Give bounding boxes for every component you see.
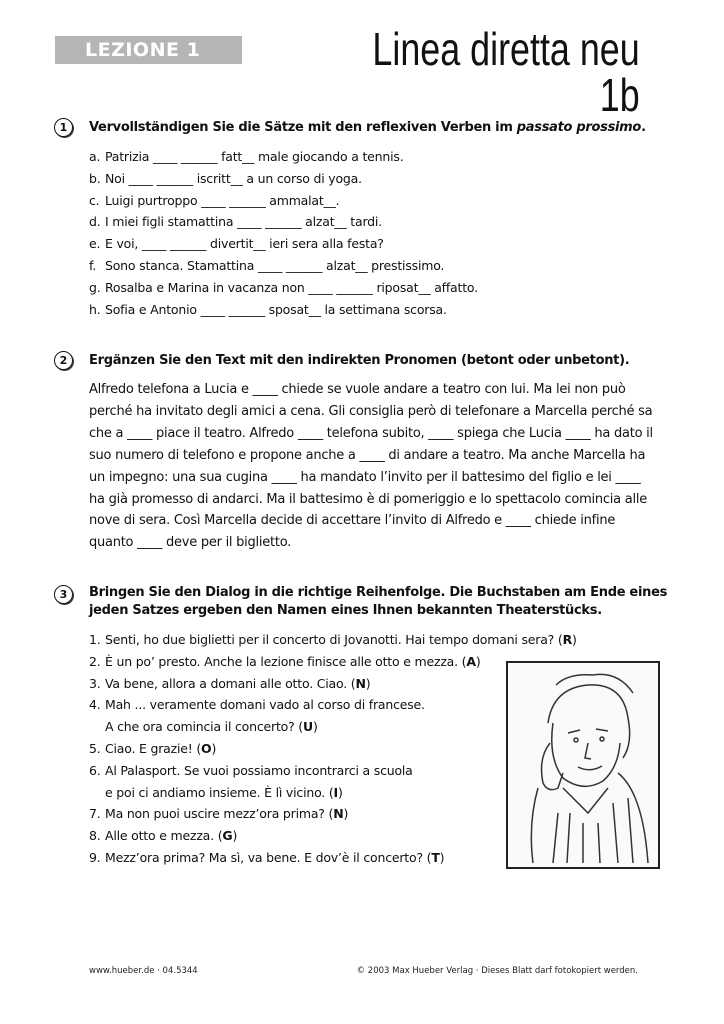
item-label: d.: [89, 214, 101, 230]
item-label: g.: [89, 279, 101, 295]
man-phone-drawing-icon: [508, 663, 658, 867]
item-text-cont: A che ora comincia il concerto? (: [105, 719, 303, 735]
item-text: Rosalba e Marina in vacanza non ____ ______ riposat__ affatto.: [105, 279, 478, 295]
item-text: Sofia e Antonio ____ ______ sposat__ la settimana scorsa.: [105, 301, 447, 317]
list-item: [89, 738, 577, 760]
item-label: 1.: [89, 632, 101, 647]
item-text: Ciao. E grazie! (: [105, 740, 202, 756]
item-letter: N: [333, 806, 344, 822]
text-line: quanto ____ deve per il biglietto.: [89, 535, 292, 551]
list-item: [89, 211, 478, 233]
item-letter: R: [562, 632, 572, 647]
list-item: [89, 803, 577, 825]
page-title: [372, 23, 640, 121]
exercise-3-list: [89, 629, 577, 869]
list-item: [89, 760, 577, 782]
text-line: suo numero di telefono e propone anche a ____ di andare a teatro. Ma anche Marcella ha: [89, 447, 646, 463]
item-label: e.: [89, 236, 101, 252]
closing-paren: ): [312, 719, 318, 735]
closing-paren: ): [343, 806, 349, 822]
item-text: Alle otto e mezza. (: [105, 828, 223, 844]
item-label: 6.: [89, 762, 101, 778]
item-label: 2.: [89, 653, 101, 669]
item-text: Senti, ho due biglietti per il concerto di Jovanotti. Hai tempo domani sera? (: [105, 632, 563, 647]
closing-paren: ): [232, 828, 238, 844]
item-label: 8.: [89, 828, 101, 844]
text-line: un impegno: una sua cugina ____ ha mandato l’invito per il battesimo del figlio e lei ____: [89, 469, 641, 485]
item-letter: G: [222, 828, 233, 844]
closing-paren: ): [572, 632, 577, 647]
closing-paren: ): [211, 740, 217, 756]
exercise-3-instruction: [89, 584, 667, 620]
list-item-continued: [89, 782, 577, 804]
list-item: [89, 629, 577, 651]
list-item: [89, 825, 577, 847]
item-label: 4.: [89, 697, 101, 713]
item-text: Al Palasport. Se vuoi possiamo incontrarci a scuola: [105, 762, 413, 778]
item-label: 7.: [89, 806, 101, 822]
text-line: Alfredo telefona a Lucia e ____ chiede se vuole andare a teatro con lui. Ma lei non può: [89, 382, 626, 397]
text-line: nove di sera. Così Marcella decide di accettare l’invito di Alfredo e ____ chiede infine: [89, 513, 616, 529]
closing-paren: ): [365, 675, 371, 691]
exercise-2-instruction: Ergänzen Sie den Text mit den indirekten Pronomen (betont oder unbetont).: [89, 353, 630, 368]
item-text: Mah ... veramente domani vado al corso di francese.: [105, 697, 425, 713]
exercise-number-2: 2: [54, 351, 73, 370]
exercise-number-1: 1: [54, 118, 73, 137]
item-text: Patrizia ____ ______ fatt__ male giocando a tennis.: [105, 149, 404, 164]
item-text: Luigi purtroppo ____ ______ ammalat__.: [105, 192, 340, 208]
title-line-2: 1b: [600, 69, 640, 121]
item-label: 3.: [89, 675, 101, 691]
closing-paren: ): [475, 653, 481, 669]
item-text: È un po’ presto. Anche la lezione finisce alle otto e mezza. (: [105, 653, 467, 669]
item-label: a.: [89, 149, 101, 164]
item-text: Ma non puoi uscire mezz’ora prima? (: [105, 806, 334, 822]
item-text: E voi, ____ ______ divertit__ ieri sera alla festa?: [105, 236, 384, 252]
item-label: 9.: [89, 849, 101, 865]
text-line: ha già promesso di andarci. Ma il battesimo è di pomeriggio e lo spettacolo comincia alle: [89, 491, 647, 507]
item-letter: I: [333, 784, 338, 800]
item-label: h.: [89, 301, 101, 317]
footer-right: © 2003 Max Hueber Verlag · Dieses Blatt darf fotokopiert werden.: [356, 966, 638, 976]
illustration-man-on-phone: [506, 661, 660, 869]
item-label: c.: [89, 192, 100, 208]
text-line: che a ____ piace il teatro. Alfredo ____ telefona subito, ____ spiega che Lucia ____ ha dato il: [89, 425, 653, 441]
list-item: [89, 255, 478, 277]
item-label: 5.: [89, 740, 101, 756]
list-item: [89, 847, 577, 869]
list-item: [89, 299, 478, 321]
exercise-1-list: [89, 146, 478, 320]
exercise-number-3: 3: [54, 585, 73, 604]
instruction-end: .: [641, 120, 646, 135]
item-letter: O: [201, 740, 212, 756]
closing-paren: ): [439, 849, 445, 865]
exercise-1-instruction: [89, 119, 646, 137]
exercise-2-text: [89, 379, 653, 554]
instruction-text: Vervollständigen Sie die Sätze mit den reflexiven Verben im: [89, 120, 517, 135]
list-item: [89, 190, 478, 212]
item-text: I miei figli stamattina ____ ______ alzat__ tardi.: [105, 214, 382, 230]
list-item: [89, 277, 478, 299]
list-item: [89, 233, 478, 255]
instruction-line-2: jeden Satzes ergeben den Namen eines Ihnen bekannten Theaterstücks.: [89, 603, 602, 618]
text-line: perché ha invitato degli amici a cena. Gli consiglia però di telefonare a Marcella perché sa: [89, 403, 653, 419]
list-item: [89, 651, 577, 673]
item-text: Mezz’ora prima? Ma sì, va bene. E dov’è il concerto? (: [105, 849, 432, 865]
instruction-line-1: Bringen Sie den Dialog in die richtige Reihenfolge. Die Buchstaben am Ende eines: [89, 585, 668, 600]
list-item: [89, 146, 478, 168]
list-item: [89, 673, 577, 695]
item-label: f.: [89, 257, 97, 273]
item-text: Sono stanca. Stamattina ____ ______ alzat__ prestissimo.: [105, 257, 445, 273]
item-text: Noi ____ ______ iscritt__ a un corso di yoga.: [105, 170, 362, 186]
instruction-italic: passato prossimo: [516, 120, 642, 135]
list-item-continued: [89, 716, 577, 738]
list-item: [89, 694, 577, 716]
title-line-1: Linea diretta neu: [372, 23, 640, 75]
item-text-cont: e poi ci andiamo insieme. È lì vicino. (: [105, 784, 334, 800]
item-letter: T: [431, 849, 440, 865]
footer-left: www.hueber.de · 04.5344: [89, 966, 198, 976]
item-text: Va bene, allora a domani alle otto. Ciao. (: [105, 675, 356, 691]
item-letter: A: [466, 653, 476, 669]
item-letter: U: [302, 719, 313, 735]
item-label: b.: [89, 170, 101, 186]
list-item: [89, 168, 478, 190]
closing-paren: ): [337, 784, 343, 800]
lesson-label: LEZIONE 1: [55, 36, 242, 64]
item-letter: N: [355, 675, 366, 691]
